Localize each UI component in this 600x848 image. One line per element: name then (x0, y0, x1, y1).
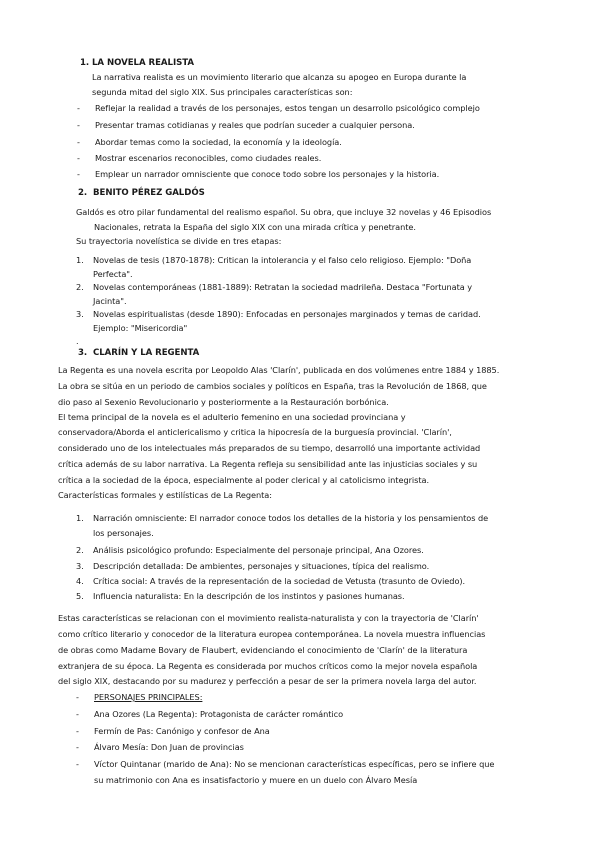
section-1-number: 1. (80, 58, 90, 68)
list-item: Mostrar escenarios reconocibles, como ciudades reales. (95, 153, 322, 163)
section-1-title: LA NOVELA REALISTA (92, 58, 194, 68)
bullet-dash: - (77, 153, 80, 163)
character-item: Víctor Quintanar (marido de Ana): No se mencionan características específicas, pero se infiere que (94, 759, 495, 769)
paragraph-line: El tema principal de la novela es el adulterio femenino en una sociedad provinciana y (58, 412, 406, 422)
character-item: Álvaro Mesía: Don Juan de provincias (94, 742, 244, 752)
list-item-continuation: Ejemplo: "Misericordia" (93, 323, 188, 333)
list-item: Emplear un narrador omnisciente que conoce todo sobre los personajes y la historia. (95, 169, 440, 179)
character-item: Ana Ozores (La Regenta): Protagonista de carácter romántico (94, 709, 344, 719)
list-item: Novelas de tesis (1870-1878): Critican la intolerancia y el falso celo religioso. Ejemplo: "Doña (93, 255, 472, 265)
bullet-dash: - (76, 759, 79, 769)
bullet-dash: - (76, 692, 79, 702)
bullet-dash: - (77, 120, 80, 130)
list-item: Abordar temas como la sociedad, la economía y la ideología. (95, 137, 342, 147)
bullet-dash: - (76, 742, 79, 752)
paragraph-line: como crítico literario y conocedor de la literatura europea contemporánea. La novela muestra influencias (58, 629, 486, 639)
bullet-dash: - (76, 726, 79, 736)
paragraph-line: Estas características se relacionan con el movimiento realista-naturalista y con la trayectoria de 'Clarín' (58, 613, 479, 623)
list-number: 5. (76, 591, 84, 601)
paragraph-line: crítica a la sociedad de la época, especialmente al poder clerical y al catolicismo integrista. (58, 475, 430, 485)
paragraph-line: del siglo XIX, destacando por su madurez y perfección a pesar de ser la primera novela larga del autor. (58, 676, 477, 686)
paragraph-line: extranjera de su época. La Regenta es considerada por muchos críticos como la mejor novela española (58, 661, 478, 671)
paragraph-line: La obra se sitúa en un periodo de cambios sociales y políticos en España, tras la Revolución de 1868, que (58, 381, 487, 391)
list-item: Descripción detallada: De ambientes, personajes y situaciones, típica del realismo. (93, 561, 430, 571)
paragraph-line: conservadora/Aborda el anticlericalismo y critica la hipocresía de la burguesía provincial. 'Clarín', (58, 427, 452, 437)
list-item: Presentar tramas cotidianas y reales que podrían suceder a cualquier persona. (95, 120, 415, 130)
list-number: 2. (76, 282, 84, 292)
list-item: Crítica social: A través de la representación de la sociedad de Vetusta (trasunto de Oviedo). (93, 576, 466, 586)
paragraph-line: considerado uno de los intelectuales más preparados de su tiempo, desarrolló una importante actividad (58, 443, 481, 453)
paragraph-line: La Regenta es una novela escrita por Leopoldo Alas 'Clarín', publicada en dos volúmenes entre 1884 y 1885. (58, 365, 500, 375)
section-2-number: 2. (78, 188, 88, 198)
list-item: Novelas contemporáneas (1881-1889): Retratan la sociedad madrileña. Destaca "Fortunata y (93, 282, 473, 292)
trailing-dot: . (76, 336, 79, 346)
section-3-number: 3. (78, 348, 88, 358)
list-item: Novelas espiritualistas (desde 1890): Enfocadas en personajes marginados y temas de caridad. (93, 309, 481, 319)
bullet-dash: - (77, 169, 80, 179)
list-number: 3. (76, 561, 84, 571)
section-1-intro-line: La narrativa realista es un movimiento literario que alcanza su apogeo en Europa durante la (92, 72, 467, 82)
list-item: Análisis psicológico profundo: Especialmente del personaje principal, Ana Ozores. (93, 545, 424, 555)
paragraph-line: crítica además de su labor narrativa. La Regenta refleja su sensibilidad ante las injusticias sociales y su (58, 459, 478, 469)
list-item: Reflejar la realidad a través de los personajes, estos tengan un desarrollo psicológico complejo (95, 103, 480, 113)
bullet-dash: - (77, 137, 80, 147)
list-item-continuation: Perfecta". (93, 269, 133, 279)
paragraph-line: dio paso al Sexenio Revolucionario y posteriormente a la Restauración borbónica. (58, 397, 389, 407)
bullet-dash: - (76, 709, 79, 719)
section-3-title: CLARÍN Y LA REGENTA (93, 348, 200, 358)
list-number: 3. (76, 309, 84, 319)
character-item: Fermín de Pas: Canónigo y confesor de Ana (94, 726, 270, 736)
list-item-continuation: Jacinta". (93, 296, 127, 306)
section-2-intro-line: Galdós es otro pilar fundamental del realismo español. Su obra, que incluye 32 novelas y 46 Episodios (76, 207, 492, 217)
list-item: Narración omnisciente: El narrador conoce todos los detalles de la historia y los pensamientos de (93, 513, 489, 523)
paragraph-line: de obras como Madame Bovary de Flaubert, evidenciando el conocimiento de 'Clarín' de la literatura (58, 645, 468, 655)
section-2-title: BENITO PÉREZ GALDÓS (93, 188, 205, 198)
bullet-dash: - (77, 103, 80, 113)
section-2-intro-line: Nacionales, retrata la España del siglo XIX con una mirada crítica y penetrante. (94, 222, 416, 232)
section-1-intro-line: segunda mitad del siglo XIX. Sus principales características son: (92, 87, 353, 97)
features-intro: Características formales y estilísticas de La Regenta: (58, 490, 272, 500)
character-item-continuation: su matrimonio con Ana es insatisfactorio y muere en un duelo con Álvaro Mesía (94, 775, 418, 785)
characters-title: PERSONAJES PRINCIPALES: (94, 692, 203, 702)
list-item-continuation: los personajes. (93, 528, 154, 538)
list-number: 2. (76, 545, 84, 555)
list-number: 1. (76, 513, 84, 523)
stages-intro: Su trayectoria novelística se divide en tres etapas: (76, 236, 282, 246)
list-number: 1. (76, 255, 84, 265)
list-number: 4. (76, 576, 84, 586)
list-item: Influencia naturalista: En la descripción de los instintos y pasiones humanas. (93, 591, 405, 601)
